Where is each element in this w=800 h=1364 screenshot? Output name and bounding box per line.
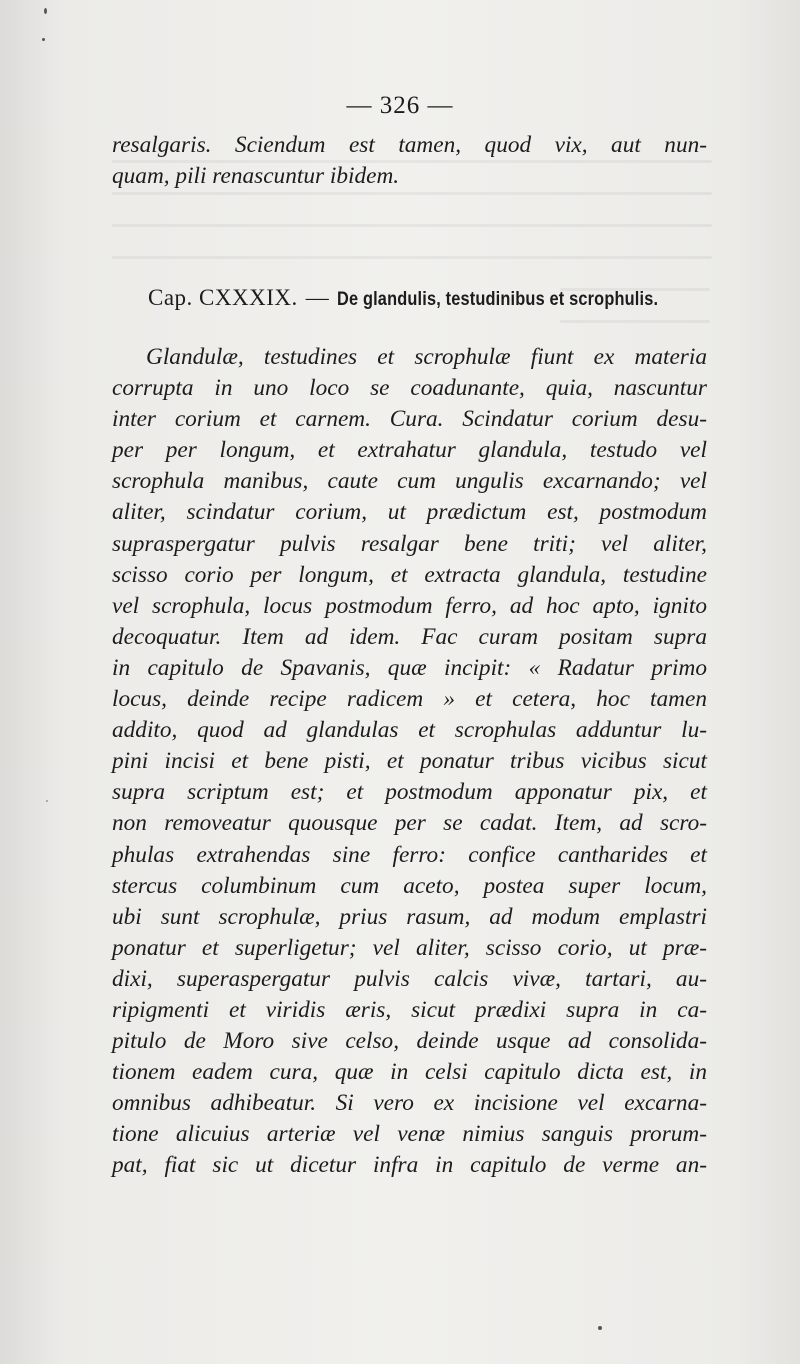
text-line: tione alicuius arteriæ vel venæ nimius sanguis prorum- [112, 1121, 707, 1148]
bleed-through-line [560, 320, 710, 323]
text-line: pat, fiat sic ut dicetur infra in capitulo de verme an- [112, 1152, 707, 1179]
ink-speck [44, 8, 47, 14]
text-line: ubi sunt scrophulæ, prius rasum, ad modum emplastri [112, 903, 707, 930]
text-line: vel scrophula, locus postmodum ferro, ad hoc apto, ignito [112, 592, 707, 619]
opening-paragraph [112, 130, 707, 192]
text-line: scrophula manibus, caute cum ungulis excarnando; vel [112, 468, 707, 495]
text-line: supra scriptum est; et postmodum apponatur pix, et [112, 779, 707, 806]
text-line: tionem eadem cura, quæ in celsi capitulo dicta est, in [112, 1059, 707, 1086]
text-line: in capitulo de Spavanis, quæ incipit: « Radatur primo [112, 654, 707, 681]
chapter-dash: — [305, 285, 329, 310]
text-line: pini incisi et bene pisti, et ponatur tribus vicibus sicut [112, 748, 707, 775]
text-line: inter corium et carnem. Cura. Scindatur corium desu- [112, 406, 707, 433]
bleed-through-line [112, 192, 712, 195]
text-line: phulas extrahendas sine ferro: confice cantharides et [112, 841, 707, 868]
chapter-label: Cap. CXXXIX. [148, 285, 298, 310]
text-line: Glandulæ, testudines et scrophulæ fiunt ex materia [146, 344, 707, 370]
text-line: ripigmenti et viridis æris, sicut prædixi supra in ca- [112, 996, 707, 1023]
text-line: supraspergatur pulvis resalgar bene triti; vel aliter, [112, 530, 707, 557]
text-line: scisso corio per longum, et extracta glandula, testudine [112, 561, 707, 588]
text-line: stercus columbinum cum aceto, postea super locum, [112, 872, 707, 899]
text-line: per per longum, et extrahatur glandula, testudo vel [112, 437, 707, 464]
text-line: decoquatur. Item ad idem. Fac curam positam supra [112, 623, 707, 650]
text-line: dixi, superaspergatur pulvis calcis vivæ, tartari, au- [112, 965, 707, 992]
chapter-heading [148, 285, 708, 311]
page-number: — 326 — [346, 92, 454, 119]
text-line: locus, deinde recipe radicem » et cetera, hoc tamen [112, 686, 707, 713]
text-line: ponatur et superligetur; vel aliter, scisso corio, ut præ- [112, 934, 707, 961]
text-line: pitulo de Moro sive celso, deinde usque ad consolida- [112, 1028, 707, 1055]
body-paragraph [112, 342, 707, 1182]
text-line: quam, pili renascuntur ibidem. [112, 163, 400, 190]
ink-speck [598, 1326, 602, 1330]
text-line: corrupta in uno loco se coadunante, quia, nascuntur [112, 375, 707, 402]
bleed-through-line [112, 224, 712, 227]
text-line: omnibus adhibeatur. Si vero ex incisione vel excarna- [112, 1090, 707, 1117]
bleed-through-line [112, 256, 712, 259]
text-line: non removeatur quousque per se cadat. Item, ad scro- [112, 810, 707, 837]
text-line: aliter, scindatur corium, ut prædictum est, postmodum [112, 499, 707, 526]
text-line: addito, quod ad glandulas et scrophulas adduntur lu- [112, 717, 707, 744]
chapter-title: De glandulis, testudinibus et scrophulis. [336, 289, 658, 310]
text-line: resalgaris. Sciendum est tamen, quod vix, aut nun- [112, 132, 707, 158]
ink-speck [46, 800, 48, 802]
ink-speck [42, 38, 45, 41]
